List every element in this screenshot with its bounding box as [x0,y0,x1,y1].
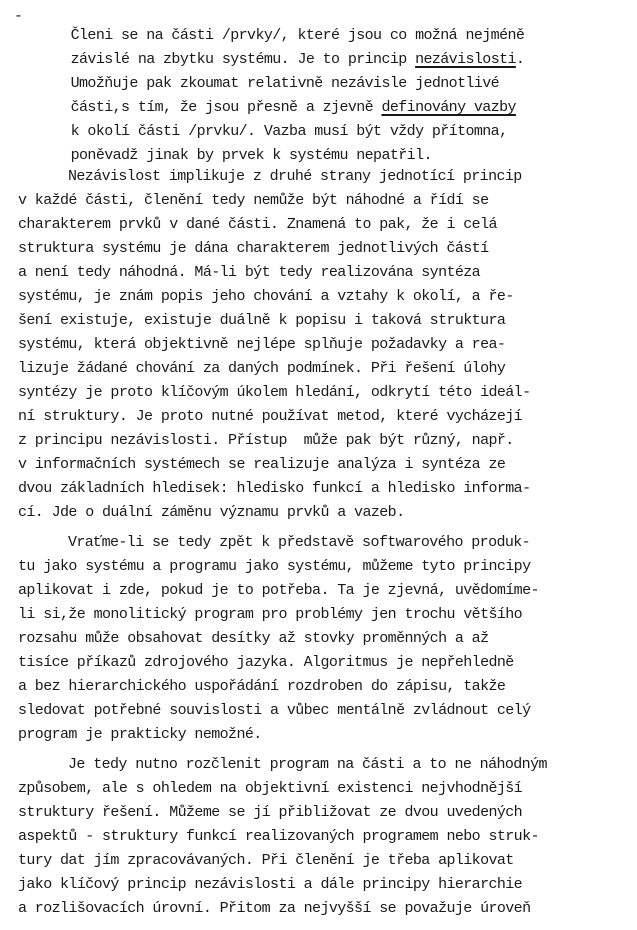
paragraph-line: charakterem prvků v dané části. Znamená to pak, že i celá [18,216,497,233]
text-span: Umožňuje pak zkoumat relativně nezávisle jednotlivé [70,75,500,92]
paragraph-line: li si,že monolitický program pro problémy jen trochu většího [18,606,523,623]
paragraph-line: a bez hierarchického uspořádání rozdroben do zápisu, takže [18,678,506,695]
paragraph-line: tisíce příkazů zdrojového jazyka. Algoritmus je nepřehledně [18,654,514,671]
text-span: poněvadž jinak by prvek k systému nepatřil. [70,147,432,164]
paragraph-line: a rozlišovacích úrovní. Přitom za nejvyšší se považuje úroveň [18,900,531,917]
paragraph-line: Vraťme-li se tedy zpět k představě softwarového produk- [68,534,531,551]
text-span: . [515,51,525,68]
text-span: Členi se na části /prvky/, které jsou co možná nejméně [70,27,525,44]
paragraph-line: struktury řešení. Můžeme se jí přibližovat ze dvou uvedených [18,804,523,821]
paragraph-line: Nezávislost implikuje z druhé strany jednotící princip [68,168,522,185]
paragraph-line: v každé části, členění tedy nemůže být náhodné a řídí se [18,192,489,209]
paragraph-line: a není tedy náhodná. Má-li být tedy realizována syntéza [18,264,481,281]
paragraph-line: Je tedy nutno rozčlenit program na části a to ne náhodným [68,756,547,773]
paragraph-line: cí. Jde o duální záměnu významu prvků a vazeb. [18,504,405,521]
paragraph-line: struktura systému je dána charakterem jednotlivých částí [18,240,489,257]
paragraph-line: ní struktury. Je proto nutné používat metod, které vycházejí [18,408,523,425]
paragraph-line: tu jako systému a programu jako systému, můžeme tyto principy [18,558,531,575]
paragraph-line: lizuje žádané chování za daných podmínek. Při řešení úlohy [18,360,506,377]
underlined-term: definovány vazby [381,99,516,116]
text-span: části,s tím, že jsou přesně a zjevně [70,99,382,116]
bullet-line [37,127,432,164]
paragraph-line: jako klíčový princip nezávislosti a dále principy hierarchie [18,876,523,893]
paragraph-line: tury dat jím zpracovávaných. Při členění je třeba aplikovat [18,852,514,869]
paragraph-line: systému, je znám popis jeho chování a vztahy k okolí, a ře- [18,288,514,305]
paragraph-line: sledovat potřebné souvislosti a vůbec mentálně zvládnout celý [18,702,531,719]
paragraph-line: šení existuje, existuje duálně k popisu i taková struktura [18,312,506,329]
underlined-term: nezávislosti [415,51,516,68]
bullet-line [37,79,516,116]
paragraph-line: v informačních systémech se realizuje analýza i syntéza ze [18,456,506,473]
paragraph-line: syntézy je proto klíčovým úkolem hledání, odkrytí této ideál- [18,384,531,401]
paragraph-line: program je prakticky nemožné. [18,726,262,743]
paragraph-line: aspektů - struktury funkcí realizovaných programem nebo struk- [18,828,539,845]
paragraph-line: způsobem, ale s ohledem na objektivní existenci nejvhodnější [18,780,523,797]
bullet-line [37,55,500,92]
bullet-line [37,103,508,140]
bullet-line [37,31,525,68]
paragraph-line: dvou základních hledisek: hledisko funkcí a hledisko informa- [18,480,531,497]
paragraph-line: systému, která objektivně nejlépe splňuje požadavky a rea- [18,336,506,353]
text-span: k okolí části /prvku/. Vazba musí být vždy přítomna, [70,123,508,140]
paragraph-line: aplikovat i zde, pokud je to potřeba. Ta je zjevná, uvědomíme- [18,582,539,599]
text-span: závislé na zbytku systému. Je to princip [70,51,416,68]
bullet-line [37,7,525,44]
paragraph-line: z principu nezávislosti. Přístup může pak být různý, např. [18,432,514,449]
paragraph-line: rozsahu může obsahovat desítky až stovky proměnných a až [18,630,489,647]
bullet-marker: - [14,8,23,25]
